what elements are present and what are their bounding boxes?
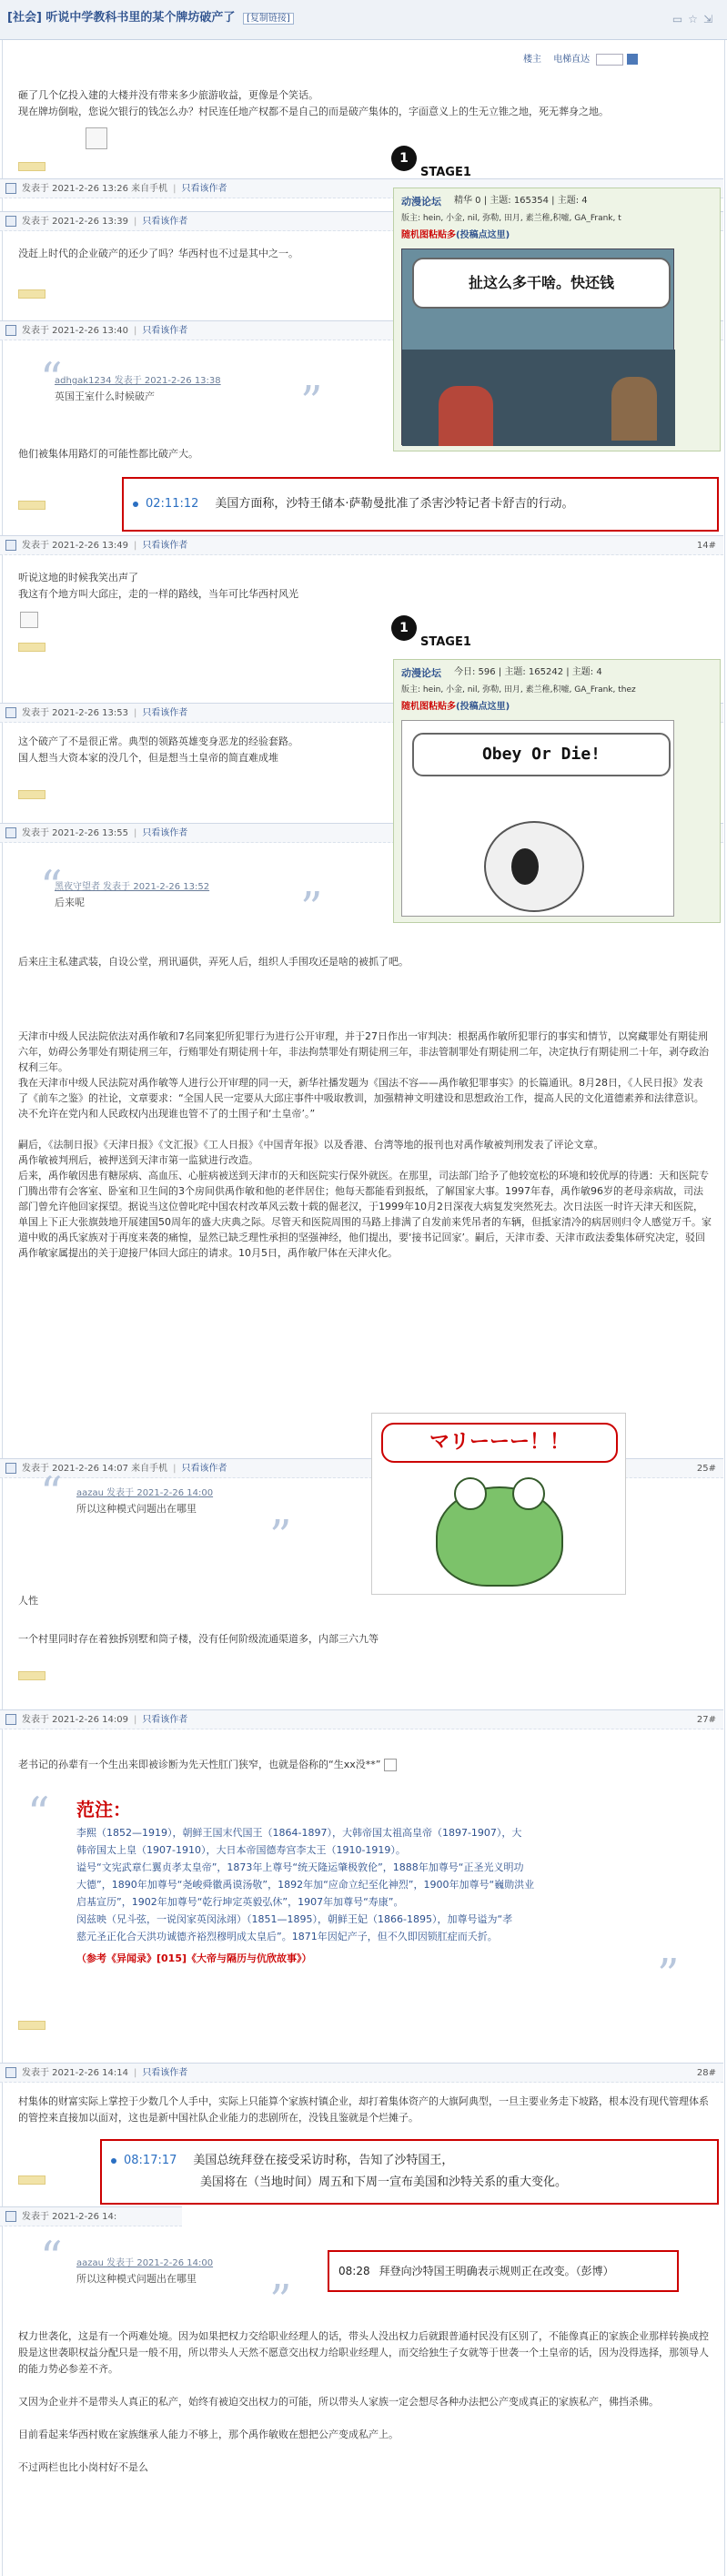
post-body: 后来庄主私建武装，自设公堂，刑讯逼供，弄死人后，组织人手围攻还是啥的被抓了吧。 [18, 956, 409, 968]
quote-close-icon: ” [269, 2276, 292, 2327]
post-header: 发表于 2021-2-26 13:55 | 只看该作者 [0, 823, 723, 843]
quote-block: aazau 发表于 2021-2-26 14:00 所以这种模式问题出在哪里 [76, 2258, 214, 2285]
forum-popup [393, 659, 721, 923]
post-footer [18, 643, 45, 652]
forum-stats: 今日: 596 | 主题: 165242 | 主题: 4 [454, 667, 602, 677]
forum-stats: 精华 0 | 主题: 165354 | 主题: 4 [454, 196, 588, 206]
stage-icon: 1 [391, 146, 417, 171]
only-author-link[interactable]: 只看该作者 [142, 1715, 188, 1725]
floor-number[interactable]: 14# [696, 541, 716, 551]
stage-label: STAGE1 [420, 166, 471, 179]
stage-icon: 1 [391, 615, 417, 641]
forum-moderators: 版主: hein, 小金, nil, 弥勒, 田月, 素兰稚,积嘘, GA_Frank, thez [401, 685, 636, 695]
speech-bubble: 扯这么多干啥。快还钱 [412, 258, 671, 309]
thread-tools [672, 11, 718, 28]
author-icon [5, 2067, 16, 2078]
random-image-label: 随机图粘贴多(投稿点这里) [401, 702, 510, 712]
author-icon [5, 325, 16, 336]
quote-open-icon: “ [27, 1788, 50, 1839]
quote-block: adhgak1234 发表于 2021-2-26 13:38 英国王室什么时候破产 [55, 376, 221, 402]
bullet-icon [111, 2158, 116, 2164]
post-header: 发表于 2021-2-26 14: [0, 2206, 182, 2226]
quote-block: aazau 发表于 2021-2-26 14:00 所以这种模式问题出在哪里 [76, 1488, 214, 1515]
elevator-label: 电梯直达 [553, 55, 591, 65]
post-body: 没赶上时代的企业破产的还少了吗？华西村也不过是其中之一。 [18, 248, 298, 259]
quote-close-icon: ” [300, 377, 323, 428]
post-footer [18, 1671, 45, 1680]
quote-open-icon: “ [40, 1467, 63, 1518]
emoticon-image [384, 1759, 397, 1771]
post-footer [18, 162, 45, 171]
quote-close-icon: ” [657, 1950, 680, 2001]
fanli-note: 范注： 李熙（1852—1919），朝鲜王国末代国王（1864-1897），大韩帝国太祖高皇帝（1897-1907），大 韩帝国太上皇（1907-1910），大日本帝国德寿宫李太王（1910-1919）。 谥号“文宪武章仁翼贞孝太皇帝”，1873年上尊号“统天隆运肇极敦伦”，1888年加尊号“正圣光义明功 大德”，1890年加尊号“尧峻舜徽禹谟汤敬”，1892年加“应命立纪至化神烈”，1900年加尊号“巍勋洪业 启基宣历”，1902年加尊号“乾行坤定英毅弘休”，1907年加尊号“寿康”。 闵兹映（兄斗弦，一说闵家英闵泳翊）（1851—1895），朝鲜王妃（1866-1895），加尊号谥为“孝 慈元圣正化合天洪功诚德齐裕烈穆明成太皇后”。1871年因妃产子，但不久即因锁肛症而夭折。 （参考《异闻录》[015]《大帝与隔历与伉欣故事》） [76, 1795, 650, 1967]
quote-close-icon: ” [269, 1511, 292, 1562]
expand-icon[interactable]: ⇲ [702, 13, 718, 25]
quote-block: 黑夜守望者 发表于 2021-2-26 13:52 后来呢 [55, 882, 210, 908]
post-header: 发表于 2021-2-26 13:53 | 只看该作者 [0, 703, 723, 723]
speech-bubble: Obey Or Die! [412, 733, 671, 776]
quote-open-icon: “ [40, 861, 63, 912]
emoticon-image [86, 127, 107, 149]
post-body: 这个破产了不是很正常。典型的领路英雄变身恶龙的经验套路。 国人想当大资本家的没几个，但是想当土皇帝的简直难成堆 [18, 735, 298, 764]
news-ticker: 08:17:17 美国总统拜登在接受采访时称，告知了沙特国王， 美国将在（当地时间）周五和下周一宣布美国和沙特关系的重大变化。 [100, 2139, 719, 2205]
post-body: 一个村里同时存在着独拆别墅和筒子楼，没有任何阶级流通渠道多，内部三六九等 [18, 1633, 379, 1645]
frog-image [371, 1413, 626, 1595]
only-author-link[interactable]: 只看该作者 [142, 708, 188, 718]
emoticon-image [20, 612, 38, 628]
random-image-label: 随机图粘贴多(投稿点这里) [401, 230, 510, 240]
only-author-link[interactable]: 只看该作者 [142, 326, 188, 336]
post-footer [18, 2175, 45, 2185]
author-icon [5, 2211, 16, 2222]
forum-title[interactable]: 动漫论坛 [401, 196, 441, 208]
post-footer [18, 289, 45, 299]
quote-open-icon: “ [40, 2232, 63, 2283]
post-header: 发表于 2021-2-26 14:07 来自手机 | 只看该作者 25# [0, 1458, 723, 1478]
copy-link-button[interactable]: [复制链接] [243, 13, 294, 25]
post-header: 发表于 2021-2-26 14:14 | 只看该作者 28# [0, 2063, 723, 2083]
author-icon [5, 1463, 16, 1474]
favorite-icon[interactable]: ☆ [688, 13, 703, 25]
louzhu-link[interactable]: 楼主 [523, 55, 541, 65]
quote-open-icon: “ [40, 353, 63, 404]
post-header: 发表于 2021-2-26 13:26 来自手机 | 只看该作者 [0, 178, 723, 198]
article-text: 天津市中级人民法院依法对禹作敏和7名同案犯所犯罪行为进行公开审理，并于27日作出一审判决：根据禹作敏所犯罪行的事实和情节，以窝藏罪处有期徒刑六年，妨碍公务罪处有期徒刑三年，行贿罪处有期徒刑十年，非法拘禁罪处有期徒刑三年，非法管制罪处有期徒刑二年，决定执行有期徒刑二十年，剥夺政治权利三年。 我在天津市中级人民法院对禹作敏等人进行公开审理的同一天，新华社播发题为《国法不容——禹作敏犯罪事实》的长篇通讯。8月28日，《人民日报》发表了《前车之鉴》的社论，文章要求：“全国人民一定要从大邱庄事件中吸取教训，加强精神文明建设和思想政治工作，提高人民的文化道德素养和法律意识。决不允许在党内和人民政权内出现谁也管不了的土围子和‘土皇帝’。” 嗣后，《法制日报》《天津日报》《文汇报》《工人日报》《中国青年报》以及香港、台湾等地的报刊也对禹作敏被判刑发表了评论文章。 禹作敏被判刑后，被押送到天津市第一监狱进行改造。 后来，禹作敏因患有糖尿病、高血压、心脏病被送到天津市的天和医院实行保外就医。在那里，司法部门给予了他较宽松的环境和较优厚的待遇：天和医院专门腾出带有会客室、卧室和卫生间的3个房间供禹作敏和他的老伴居住；他每天都能看到报纸，了解国家大事。1997年春，禹作敏96岁的老母亲病故，司法部门曾允许他回家探望。据说当这位曾叱咤中国农村改革风云数十载的倔老汉，于1999年10月2日深夜大病复发突然死去。次日法医一时许天津天和医院，单国上下正大张旗鼓地开展建国50周年的盛大庆典之际。尽管天和医院周围的马路上排满了自发前来凭吊者的车辆，但抵家清冷的病居则归令人感觉万千。家道中败的禹氏家族对于再度来袭的痛惶，显然已缺乏理性承担的坚强神经，他们提出，要‘接书记回家’。嗣后，天津市委、天津市政法委集体研究决定，驳回禹作敏家属提出的关于迎接尸体回大邱庄的请求。10月5日，禹作敏尸体在天津火化。 [18, 1030, 712, 1259]
floor-number[interactable]: 25# [696, 1464, 716, 1474]
quote-close-icon: ” [300, 883, 323, 934]
author-icon [5, 1714, 16, 1725]
post-body: 老书记的孙辈有一个生出来即被诊断为先天性肛门狭窄，也就是俗称的“生xx没**” [18, 1757, 397, 1773]
post-header: 发表于 2021-2-26 13:49 | 只看该作者 14# [0, 535, 723, 555]
post-header: 发表于 2021-2-26 13:40 | 只看该作者 [0, 320, 723, 340]
submit-link[interactable]: (投稿点这里) [456, 230, 510, 240]
post-body: 权力世袭化，这是有一个两难处境。因为如果把权力交给职业经理人的话，带头人没出权力后就跟普通村民没有区别了，不能像真正的家族企业那样转换成控股是这世袭职权益分配只是一般不用，所以带头人天然不愿意交出权力给职业经理人，而交给独生子女就等于世袭一个土皇帝的话，因为没得选择，那领导人的能力势必参差不齐。 又因为企业并不是带头人真正的私产，始终有被迫交出权力的可能，所以带头人家族一定会想尽各种办法把公产变成真正的家族私产，佛挡杀佛。 目前看起来华西村败在家族继承人能力不够上，那个禹作敏败在想把公产变成私产上。 不过两栏也比小岗村好不是么 [18, 2330, 709, 2473]
forum-moderators: 版主: hein, 小金, nil, 弥勒, 田月, 素兰稚,积嘘, GA_Frank, t [401, 214, 621, 223]
author-icon [5, 540, 16, 551]
submit-link[interactable]: (投稿点这里) [456, 702, 510, 712]
post-body: 村集体的财富实际上掌控于少数几个人手中，实际上只能算个家族村镇企业，却打着集体资产的大旗阿典型，一旦主要业务走下坡路，根本没有现代管理体系的管控来直接加以面对，这也是新中国社队企业能力的悲剧所在，没钱且鉴就是个烂摊子。 [18, 2095, 709, 2124]
news-ticker: 08:28 拜登向沙特国王明确表示规则正在改变。（彭博） [328, 2250, 679, 2292]
post-body: 人性 [18, 1595, 38, 1607]
forum-title[interactable]: 动漫论坛 [401, 667, 441, 679]
news-ticker: 02:11:12 美国方面称，沙特王储本·萨勒曼批准了杀害沙特记者卡舒吉的行动。 [122, 477, 719, 532]
stage-label: STAGE1 [420, 635, 471, 649]
print-icon[interactable]: ▭ [671, 13, 689, 25]
frog-caption: マリーーー！！ [381, 1423, 618, 1463]
post-body: 他们被集体用路灯的可能性都比破产大。 [18, 448, 198, 460]
post-footer [18, 2021, 45, 2030]
only-author-link[interactable]: 只看该作者 [181, 184, 227, 194]
forum-popup [393, 188, 721, 451]
thread-header [0, 0, 727, 40]
only-author-link[interactable]: 只看该作者 [181, 1464, 227, 1474]
post-body: 听说这地的时候我笑出声了 我这有个地方叫大邱庄，走的一样的路线，当年可比华西村风光 [18, 572, 298, 600]
post-body: 砸了几个亿投入建的大楼并没有带来多少旅游收益，更像是个笑话。 现在牌坊倒啦，您说欠银行的钱怎么办？村民连任地产权都不是自己的而是破产集体的，字面意义上的生无立锥之地，死无葬身之地。 [18, 89, 609, 117]
post-header: 发表于 2021-2-26 13:39 | 只看该作者 [0, 211, 723, 231]
only-author-link[interactable]: 只看该作者 [142, 541, 188, 551]
author-icon [5, 183, 16, 194]
only-author-link[interactable]: 只看该作者 [142, 828, 188, 838]
post-header: 发表于 2021-2-26 14:09 | 只看该作者 27# [0, 1709, 723, 1729]
only-author-link[interactable]: 只看该作者 [142, 217, 188, 227]
fanli-reference: （参考《异闻录》[015]《大帝与隔历与伉欣故事》） [76, 1952, 312, 1964]
only-author-link[interactable]: 只看该作者 [142, 2068, 188, 2078]
post-footer [18, 501, 45, 510]
floor-number[interactable]: 28# [696, 2068, 716, 2078]
author-icon [5, 707, 16, 718]
author-icon [5, 827, 16, 838]
post-footer [18, 790, 45, 799]
bullet-icon [133, 502, 138, 507]
author-icon [5, 216, 16, 227]
thread-title: [社会] 听说中学教科书里的某个牌坊破产了 [复制链接] [7, 9, 294, 28]
floor-number[interactable]: 27# [696, 1715, 716, 1725]
